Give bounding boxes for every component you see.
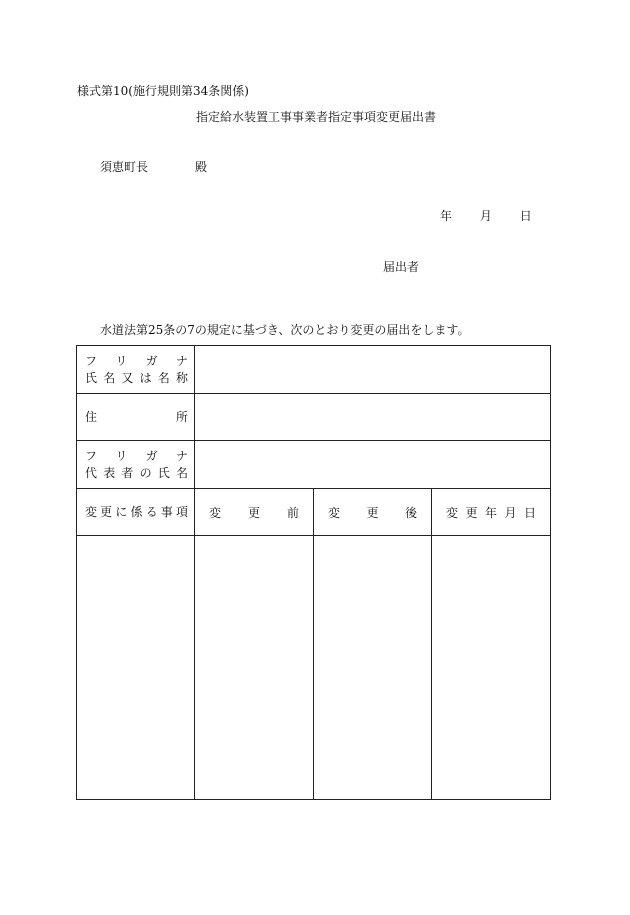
name-furigana-label <box>85 353 188 370</box>
before-field[interactable] <box>195 536 314 800</box>
label-char: 氏 <box>85 370 98 385</box>
table-row <box>77 394 551 441</box>
date-month-label: 月 <box>479 209 492 223</box>
representative-label-cell <box>77 441 195 489</box>
label-char: 月 <box>504 505 517 520</box>
label-char: 後 <box>404 505 417 520</box>
label-char: の <box>139 465 152 480</box>
honorific: 殿 <box>195 160 208 174</box>
label-char: ガ <box>145 353 158 368</box>
header-after <box>314 489 432 536</box>
label-char: フ <box>85 353 98 368</box>
label-char: 表 <box>103 465 116 480</box>
label-char: リ <box>115 353 128 368</box>
table-row <box>77 536 551 800</box>
name-field[interactable] <box>195 346 551 394</box>
name-label-cell <box>77 346 195 394</box>
header-item <box>77 489 195 536</box>
label-char: 住 <box>85 409 98 424</box>
header-before-label <box>195 504 313 521</box>
header-date-label <box>432 504 550 521</box>
representative-furigana-label <box>85 448 188 465</box>
date-line <box>440 209 532 223</box>
form-number: 様式第10(施行規則第34条関係) <box>77 84 249 98</box>
date-day-label: 日 <box>519 209 532 223</box>
label-char: リ <box>115 448 128 463</box>
label-char: 名 <box>103 370 116 385</box>
label-char: 項 <box>175 504 188 519</box>
address-label <box>85 409 188 426</box>
header-row <box>77 489 551 536</box>
label-char: ナ <box>175 353 188 368</box>
label-char: 係 <box>130 504 143 519</box>
applicant-label: 届出者 <box>383 260 420 274</box>
label-char: 更 <box>100 504 113 519</box>
label-char: 氏 <box>157 465 170 480</box>
label-char: ガ <box>145 448 158 463</box>
label-char: 名 <box>157 370 170 385</box>
label-char: フ <box>85 448 98 463</box>
change-date-field[interactable] <box>432 536 551 800</box>
after-field[interactable] <box>314 536 432 800</box>
changed-item-field[interactable] <box>77 536 195 800</box>
label-char: 事 <box>160 504 173 519</box>
label-char: ナ <box>175 448 188 463</box>
change-form-table <box>76 345 551 800</box>
representative-label <box>85 465 188 482</box>
label-char: 名 <box>175 465 188 480</box>
table-row <box>77 346 551 394</box>
address-label-cell <box>77 394 195 441</box>
label-char: 代 <box>85 465 98 480</box>
label-char: る <box>145 504 158 519</box>
header-item-label <box>85 504 188 521</box>
address-field[interactable] <box>195 394 551 441</box>
label-char: 更 <box>366 505 379 520</box>
header-date <box>432 489 551 536</box>
label-char: 前 <box>286 505 299 520</box>
name-label <box>85 370 188 387</box>
label-char: 更 <box>247 505 260 520</box>
label-char: 変 <box>85 504 98 519</box>
document-title: 指定給水装置工事事業者指定事項変更届出書 <box>196 110 437 124</box>
label-char: 又 <box>121 370 134 385</box>
label-char: は <box>139 370 152 385</box>
label-char: 変 <box>446 505 459 520</box>
table-row <box>77 441 551 489</box>
label-char: 変 <box>328 505 341 520</box>
label-char: 年 <box>485 505 498 520</box>
label-char: 称 <box>175 370 188 385</box>
statement-text: 水道法第25条の7の規定に基づき、次のとおり変更の届出をします。 <box>100 323 470 337</box>
header-after-label <box>314 504 431 521</box>
label-char: に <box>115 504 128 519</box>
label-char: 所 <box>175 409 188 424</box>
label-char: 日 <box>524 505 537 520</box>
date-year-label: 年 <box>440 209 453 223</box>
representative-field[interactable] <box>195 441 551 489</box>
label-char: 変 <box>209 505 222 520</box>
label-char: 者 <box>121 465 134 480</box>
label-char: 更 <box>465 505 478 520</box>
addressee: 須恵町長 <box>100 160 149 174</box>
header-before <box>195 489 314 536</box>
